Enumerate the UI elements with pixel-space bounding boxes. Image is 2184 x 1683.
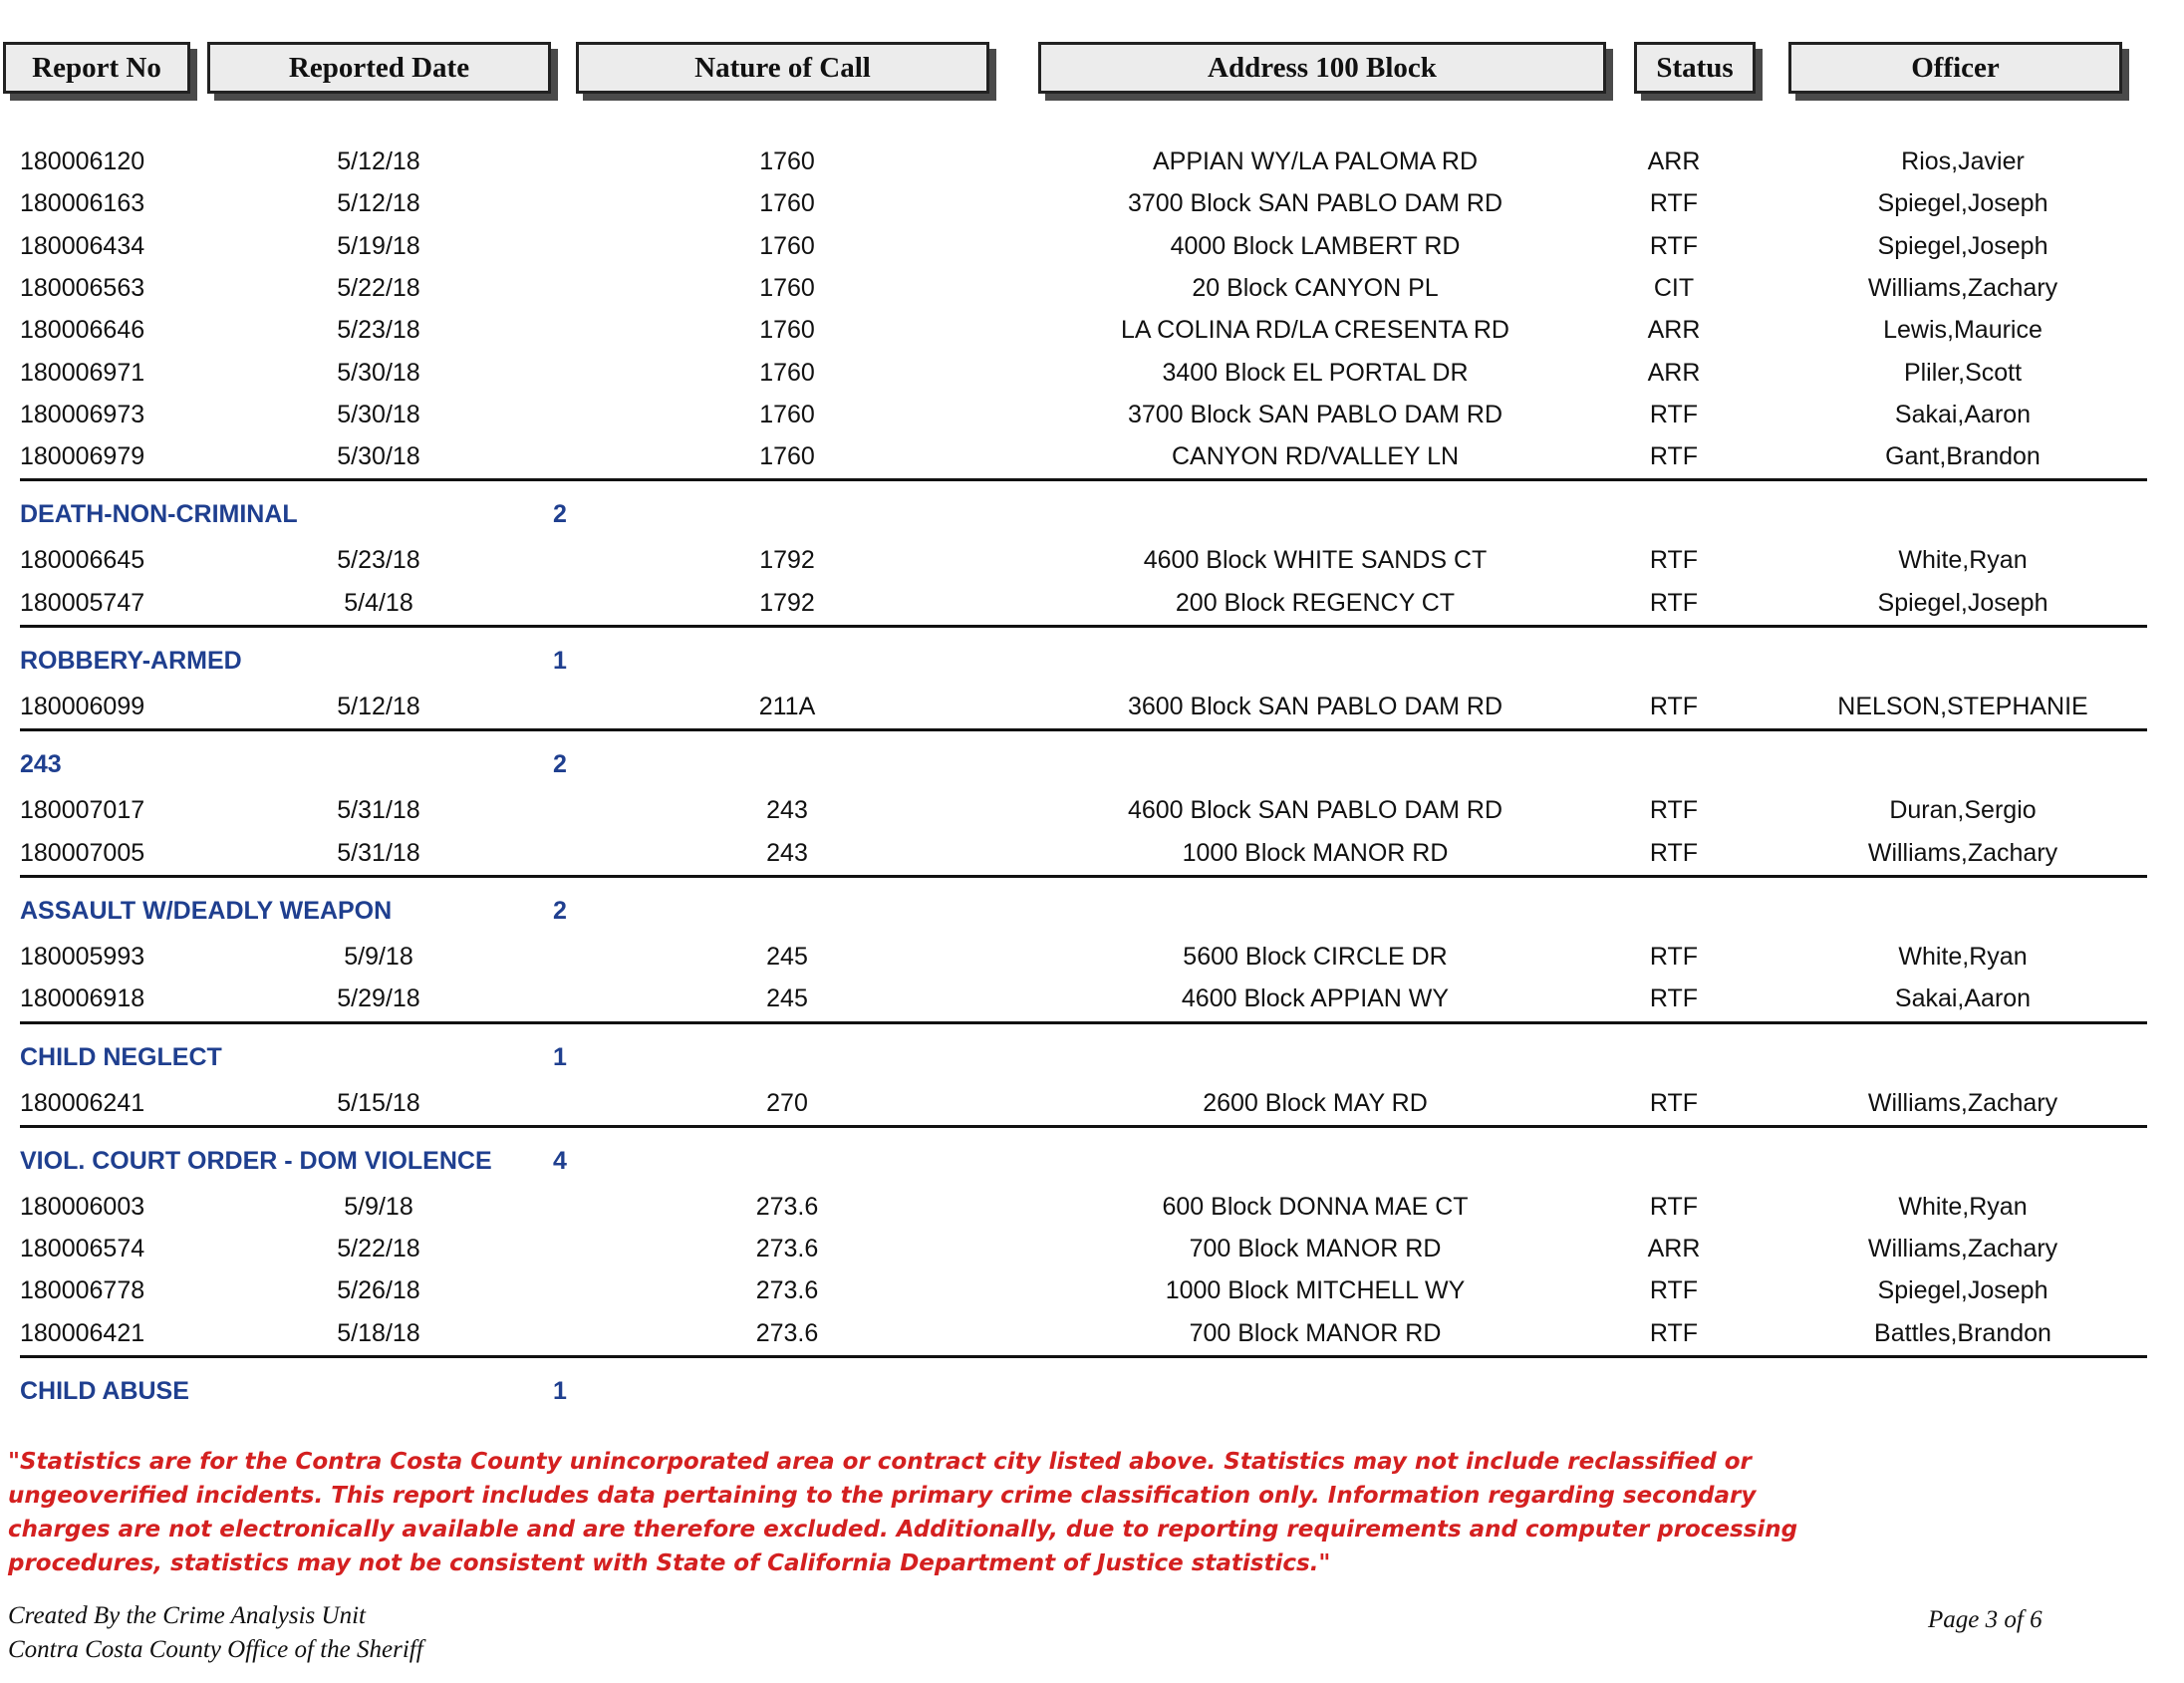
nature-of-call-cell: 1792 xyxy=(759,588,815,617)
header-status: Status xyxy=(1634,42,1756,94)
table-row xyxy=(0,685,2184,726)
section-name: CHILD ABUSE xyxy=(20,1377,189,1405)
address-cell: 200 Block REGENCY CT xyxy=(1175,588,1456,617)
officer-cell: Williams,Zachary xyxy=(1867,1235,2058,1263)
address-cell: 3600 Block SAN PABLO DAM RD xyxy=(1127,693,1503,720)
nature-of-call-cell: 273.6 xyxy=(755,1276,819,1305)
reported-date-cell: 5/19/18 xyxy=(337,231,420,260)
nature-of-call-cell: 270 xyxy=(766,1088,808,1117)
reported-date-cell: 5/26/18 xyxy=(337,1276,420,1305)
section-divider xyxy=(20,1355,2147,1358)
officer-cell: Spiegel,Joseph xyxy=(1877,231,2048,260)
report-no-cell: 180006979 xyxy=(20,442,145,471)
section-name: VIOL. COURT ORDER - DOM VIOLENCE xyxy=(20,1146,492,1175)
officer-cell: Sakai,Aaron xyxy=(1894,400,2032,428)
officer-cell: Battles,Brandon xyxy=(1874,1318,2051,1347)
status-cell: RTF xyxy=(1649,838,1699,867)
report-no-cell: 180006120 xyxy=(20,147,145,175)
address-cell: 3400 Block EL PORTAL DR xyxy=(1162,358,1469,387)
report-no-cell: 180006918 xyxy=(20,984,145,1013)
report-no-cell: 180006973 xyxy=(20,400,145,428)
officer-cell: Williams,Zachary xyxy=(1867,273,2058,302)
section-count: 1 xyxy=(553,1377,567,1405)
address-cell: APPIAN WY/LA PALOMA RD xyxy=(1152,147,1479,175)
reported-date-cell: 5/30/18 xyxy=(337,442,420,471)
report-no-cell: 180006574 xyxy=(20,1235,145,1263)
section-count: 1 xyxy=(553,1042,567,1071)
section-heading xyxy=(0,1139,2184,1181)
table-row xyxy=(0,393,2184,434)
table-row xyxy=(0,266,2184,308)
report-no-cell: 180006645 xyxy=(20,546,145,575)
status-cell: RTF xyxy=(1649,546,1699,575)
section-name: ROBBERY-ARMED xyxy=(20,647,242,675)
section-heading xyxy=(0,639,2184,681)
report-no-cell: 180005747 xyxy=(20,588,145,617)
table-row xyxy=(0,581,2184,623)
report-no-cell: 180005993 xyxy=(20,942,145,971)
status-cell: ARR xyxy=(1647,316,1701,345)
nature-of-call-cell: 1760 xyxy=(759,147,815,175)
report-no-cell: 180006646 xyxy=(20,316,145,345)
officer-cell: White,Ryan xyxy=(1898,942,2028,971)
address-cell: 600 Block DONNA MAE CT xyxy=(1162,1192,1469,1221)
officer-cell: Rios,Javier xyxy=(1901,147,2025,175)
reported-date-cell: 5/18/18 xyxy=(337,1318,420,1347)
address-cell: 1000 Block MITCHELL WY xyxy=(1165,1276,1466,1305)
table-row xyxy=(0,935,2184,977)
section-count: 2 xyxy=(553,896,567,925)
reported-date-cell: 5/29/18 xyxy=(337,984,420,1013)
report-no-cell: 180006421 xyxy=(20,1318,145,1347)
section-divider xyxy=(20,478,2147,481)
address-cell: 20 Block CANYON PL xyxy=(1192,273,1439,302)
officer-cell: Williams,Zachary xyxy=(1867,1088,2058,1117)
table-row xyxy=(0,1227,2184,1268)
reported-date-cell: 5/4/18 xyxy=(344,588,413,617)
status-cell: RTF xyxy=(1649,984,1699,1013)
officer-cell: NELSON,STEPHANIE xyxy=(1837,693,2088,720)
address-cell: 700 Block MANOR RD xyxy=(1189,1235,1442,1263)
status-cell: RTF xyxy=(1649,588,1699,617)
nature-of-call-cell: 1760 xyxy=(759,442,815,471)
header-officer: Officer xyxy=(1788,42,2122,94)
address-cell: 700 Block MANOR RD xyxy=(1189,1318,1442,1347)
status-cell: RTF xyxy=(1649,1192,1699,1221)
section-name: ASSAULT W/DEADLY WEAPON xyxy=(20,896,393,925)
address-cell: 4000 Block LAMBERT RD xyxy=(1170,231,1461,260)
status-cell: ARR xyxy=(1647,147,1701,175)
nature-of-call-cell: 1760 xyxy=(759,273,815,302)
officer-cell: Williams,Zachary xyxy=(1867,838,2058,867)
status-cell: RTF xyxy=(1649,942,1699,971)
reported-date-cell: 5/23/18 xyxy=(337,546,420,575)
table-row xyxy=(0,181,2184,223)
officer-cell: Gant,Brandon xyxy=(1885,442,2041,471)
header-address: Address 100 Block xyxy=(1038,42,1606,94)
officer-cell: White,Ryan xyxy=(1898,1192,2028,1221)
reported-date-cell: 5/31/18 xyxy=(337,838,420,867)
status-cell: ARR xyxy=(1647,1235,1701,1263)
reported-date-cell: 5/9/18 xyxy=(344,942,413,971)
section-name: CHILD NEGLECT xyxy=(20,1042,222,1071)
status-cell: ARR xyxy=(1647,358,1701,387)
section-heading xyxy=(0,742,2184,784)
footer-created-by: Created By the Crime Analysis Unit xyxy=(8,1602,366,1629)
table-row xyxy=(0,140,2184,181)
report-no-cell: 180006163 xyxy=(20,189,145,218)
footer-office: Contra Costa County Office of the Sheriff xyxy=(8,1636,423,1663)
nature-of-call-cell: 1760 xyxy=(759,358,815,387)
table-row xyxy=(0,351,2184,393)
header-nature-of-call: Nature of Call xyxy=(576,42,989,94)
table-row xyxy=(0,1081,2184,1123)
section-heading xyxy=(0,1369,2184,1411)
reported-date-cell: 5/12/18 xyxy=(337,693,420,720)
table-row xyxy=(0,1311,2184,1353)
status-cell: RTF xyxy=(1649,1276,1699,1305)
reported-date-cell: 5/31/18 xyxy=(337,796,420,825)
nature-of-call-cell: 1792 xyxy=(759,546,815,575)
status-cell: RTF xyxy=(1649,1318,1699,1347)
table-row xyxy=(0,1185,2184,1227)
section-count: 2 xyxy=(553,750,567,779)
address-cell: 4600 Block SAN PABLO DAM RD xyxy=(1127,796,1503,825)
nature-of-call-cell: 1760 xyxy=(759,400,815,428)
table-row xyxy=(0,977,2184,1018)
table-row xyxy=(0,788,2184,830)
officer-cell: Spiegel,Joseph xyxy=(1877,1276,2048,1305)
status-cell: RTF xyxy=(1649,1088,1699,1117)
status-cell: RTF xyxy=(1649,442,1699,471)
report-no-cell: 180006563 xyxy=(20,273,145,302)
officer-cell: Pliler,Scott xyxy=(1903,358,2023,387)
officer-cell: Spiegel,Joseph xyxy=(1877,588,2048,617)
officer-cell: Spiegel,Joseph xyxy=(1877,189,2048,218)
section-divider xyxy=(20,728,2147,731)
address-cell: 1000 Block MANOR RD xyxy=(1182,838,1449,867)
nature-of-call-cell: 1760 xyxy=(759,189,815,218)
table-row xyxy=(0,1268,2184,1310)
section-heading xyxy=(0,492,2184,534)
reported-date-cell: 5/9/18 xyxy=(344,1192,413,1221)
report-no-cell: 180006099 xyxy=(20,693,145,720)
status-cell: RTF xyxy=(1649,189,1699,218)
reported-date-cell: 5/12/18 xyxy=(337,147,420,175)
report-no-cell: 180006003 xyxy=(20,1192,145,1221)
section-count: 4 xyxy=(553,1146,567,1175)
table-row xyxy=(0,831,2184,873)
report-no-cell: 180006971 xyxy=(20,358,145,387)
nature-of-call-cell: 211A xyxy=(758,693,816,720)
reported-date-cell: 5/23/18 xyxy=(337,316,420,345)
officer-cell: White,Ryan xyxy=(1898,546,2028,575)
disclaimer-note: "Statistics are for the Contra Costa County unincorporated area or contract city listed above. Statistics may not include reclassified or ungeoverified incidents. This report includes data pertaining to the primary crime classification only. Information regarding secondary charges are not electronically available and are therefore excluded. Additionally, due to reporting requirements and computer processing procedures, statistics may not be consistent with State of California Department of Justice statistics." xyxy=(8,1449,1798,1576)
status-cell: RTF xyxy=(1649,400,1699,428)
header-report-no: Report No xyxy=(3,42,190,94)
status-cell: RTF xyxy=(1649,693,1699,720)
page-number: Page 3 of 6 xyxy=(1928,1606,2043,1633)
address-cell: LA COLINA RD/LA CRESENTA RD xyxy=(1121,316,1509,345)
reported-date-cell: 5/22/18 xyxy=(337,1235,420,1263)
reported-date-cell: 5/30/18 xyxy=(337,400,420,428)
status-cell: CIT xyxy=(1653,273,1695,302)
section-count: 2 xyxy=(553,500,567,529)
nature-of-call-cell: 273.6 xyxy=(755,1192,819,1221)
status-cell: RTF xyxy=(1649,231,1699,260)
report-no-cell: 180006778 xyxy=(20,1276,145,1305)
report-no-cell: 180007017 xyxy=(20,796,145,825)
report-no-cell: 180006434 xyxy=(20,231,145,260)
table-row xyxy=(0,224,2184,266)
section-divider xyxy=(20,1125,2147,1128)
table-row xyxy=(0,538,2184,580)
section-heading xyxy=(0,1035,2184,1077)
officer-cell: Sakai,Aaron xyxy=(1894,984,2032,1013)
report-no-cell: 180007005 xyxy=(20,838,145,867)
nature-of-call-cell: 273.6 xyxy=(755,1318,819,1347)
header-reported-date: Reported Date xyxy=(207,42,551,94)
address-cell: 3700 Block SAN PABLO DAM RD xyxy=(1127,400,1503,428)
address-cell: CANYON RD/VALLEY LN xyxy=(1171,442,1460,471)
address-cell: 5600 Block CIRCLE DR xyxy=(1183,942,1448,971)
nature-of-call-cell: 243 xyxy=(766,796,808,825)
nature-of-call-cell: 1760 xyxy=(759,316,815,345)
section-name: 243 xyxy=(20,750,62,779)
table-row xyxy=(0,434,2184,476)
section-divider xyxy=(20,875,2147,878)
officer-cell: Lewis,Maurice xyxy=(1883,316,2043,345)
reported-date-cell: 5/12/18 xyxy=(337,189,420,218)
address-cell: 4600 Block APPIAN WY xyxy=(1181,984,1450,1013)
status-cell: RTF xyxy=(1649,796,1699,825)
nature-of-call-cell: 245 xyxy=(766,942,808,971)
section-divider xyxy=(20,1021,2147,1024)
table-row xyxy=(0,308,2184,350)
reported-date-cell: 5/30/18 xyxy=(337,358,420,387)
report-no-cell: 180006241 xyxy=(20,1088,145,1117)
reported-date-cell: 5/22/18 xyxy=(337,273,420,302)
section-name: DEATH-NON-CRIMINAL xyxy=(20,500,298,529)
reported-date-cell: 5/15/18 xyxy=(337,1088,420,1117)
address-cell: 2600 Block MAY RD xyxy=(1203,1088,1428,1117)
nature-of-call-cell: 243 xyxy=(766,838,808,867)
section-count: 1 xyxy=(553,647,567,675)
nature-of-call-cell: 273.6 xyxy=(755,1235,819,1263)
address-cell: 3700 Block SAN PABLO DAM RD xyxy=(1127,189,1503,218)
nature-of-call-cell: 245 xyxy=(766,984,808,1013)
section-divider xyxy=(20,625,2147,628)
address-cell: 4600 Block WHITE SANDS CT xyxy=(1143,546,1488,575)
officer-cell: Duran,Sergio xyxy=(1889,796,2037,825)
section-heading xyxy=(0,889,2184,931)
nature-of-call-cell: 1760 xyxy=(759,231,815,260)
